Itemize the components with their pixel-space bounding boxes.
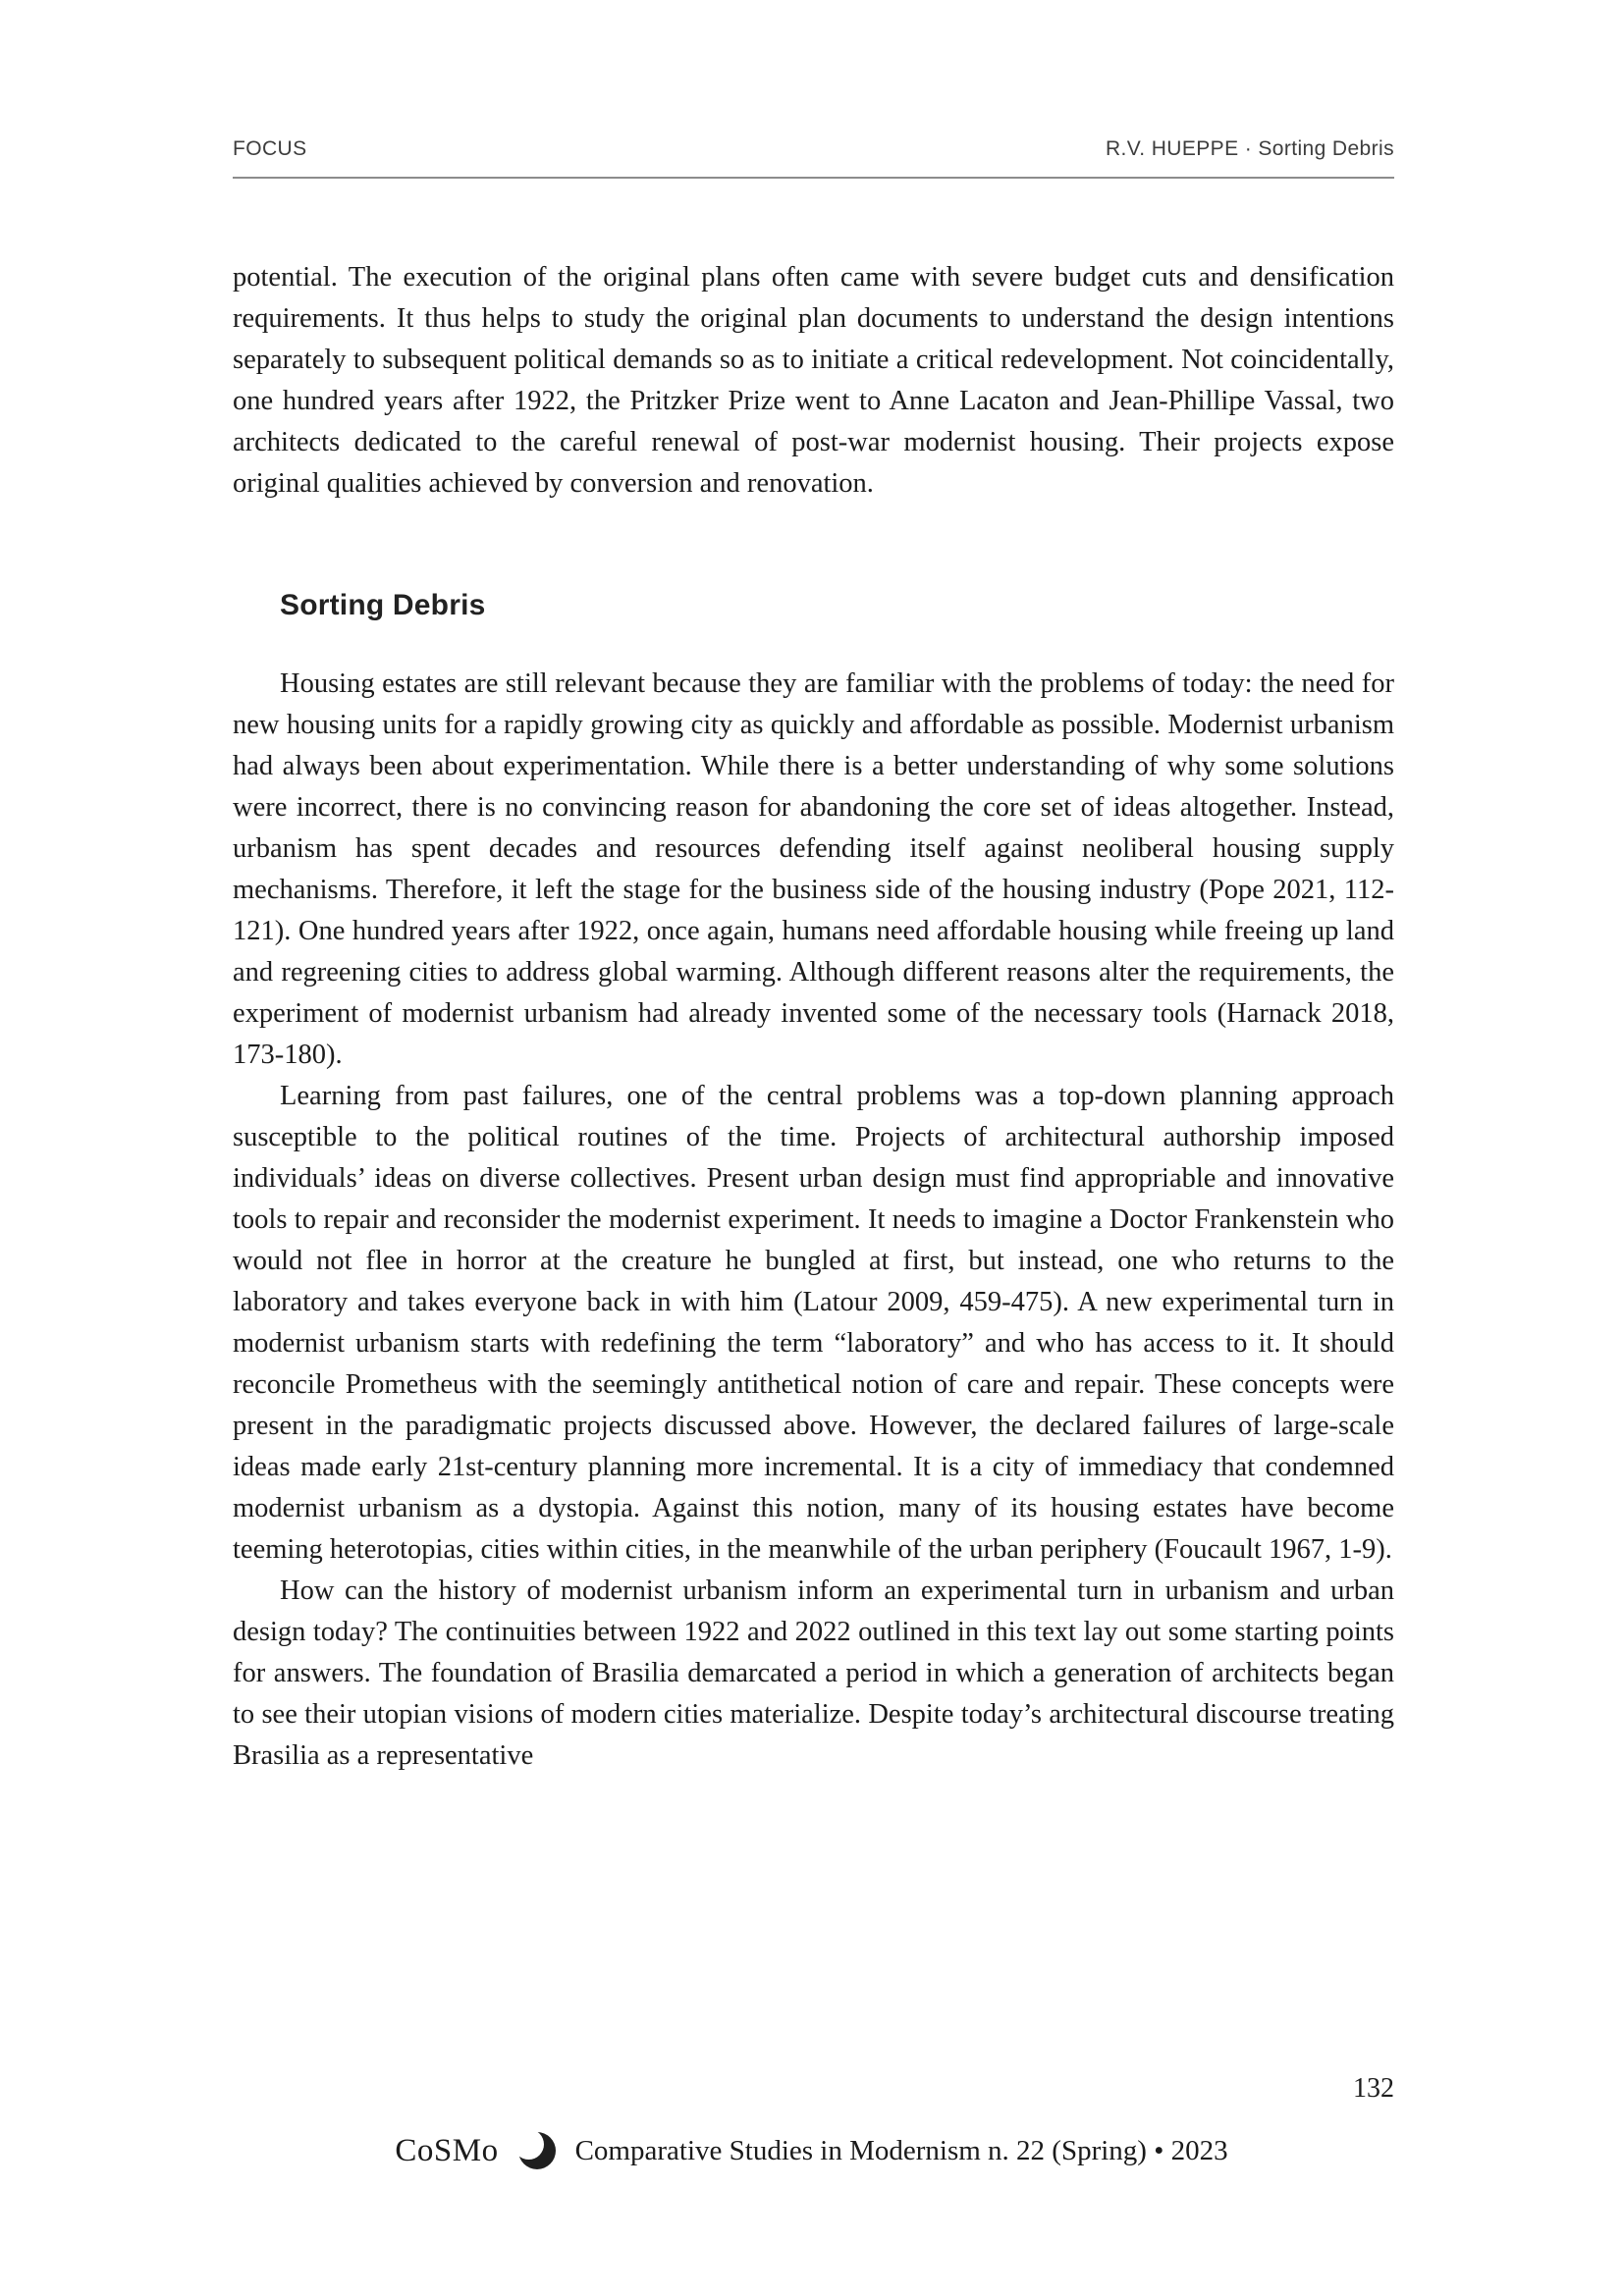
article-body [233, 257, 1394, 1777]
page-content [233, 137, 1394, 1777]
paragraph: How can the history of modernist urbanism inform an experimental turn in urbanism and urban design today? The continuities between 1922 and 2022 outlined in this text lay out some starting points for answers. The foundation of Brasilia demarcated a period in which a generation of architects began to see their utopian visions of modern cities materialize. Despite today’s architectural discourse treating Brasilia as a representative [233, 1575, 1394, 1771]
running-header [233, 137, 1394, 179]
paragraph: Learning from past failures, one of the central problems was a top-down planning approach susceptible to the political routines of the time. Projects of architectural authorship imposed individuals’ ideas on diverse collectives. Present urban design must find appropriable and innovative tools to repair and reconsider the modernist experiment. It needs to imagine a Doctor Frankenstein who would not flee in horror at the creature he bungled at first, but instead, one who returns to the laboratory and takes everyone back in with him (Latour 2009, 459-475). A new experimental turn in modernist urbanism starts with redefining the term “laboratory” and who has access to it. It should reconcile Prometheus with the seemingly antithetical notion of care and repair. These concepts were present in the paradigmatic projects discussed above. However, the declared failures of large-scale ideas made early 21st-century planning more incremental. It is a city of immediacy that condemned modernist urbanism as a dystopia. Against this notion, many of its housing estates have become teeming heterotopias, cities within cities, in the meanwhile of the urban periphery (Foucault 1967, 1-9). [233, 1081, 1394, 1565]
header-section-label: FOCUS [233, 137, 307, 160]
crescent-moon-icon [518, 2132, 556, 2169]
journal-issue-info: Comparative Studies in Modernism n. 22 (Spring) • 2023 [574, 2134, 1228, 2166]
page-number: 132 [1353, 2073, 1394, 2104]
paragraph-continuation: potential. The execution of the original plans often came with severe budget cuts and densification requirements. It thus helps to study the original plan documents to understand the design intentions separately to subsequent political demands so as to initiate a critical redevelopment. Not coincidentally, one hundred years after 1922, the Pritzker Prize went to Anne Lacaton and Jean-Phillipe Vassal, two architects dedicated to the careful renewal of post-war modernist housing. Their projects expose original qualities achieved by conversion and renovation. [233, 262, 1394, 499]
paragraph: Housing estates are still relevant because they are familiar with the problems of today: the need for new housing units for a rapidly growing city as quickly and affordable as possible. Modernist urbanism had always been about experimentation. While there is a better understanding of why some solutions were incorrect, there is no convincing reason for abandoning the core set of ideas altogether. Instead, urbanism has spent decades and resources defending itself against neoliberal housing supply mechanisms. Therefore, it left the stage for the business side of the housing industry (Pope 2021, 112-121). One hundred years after 1922, once again, humans need affordable housing while freeing up land and regreening cities to address global warming. Although different reasons alter the requirements, the experiment of modernist urbanism had already invented some of the necessary tools (Harnack 2018, 173-180). [233, 668, 1394, 1070]
journal-name: CoSMo [395, 2132, 499, 2168]
header-running-title: R.V. HUEPPE · Sorting Debris [1105, 137, 1394, 160]
journal-footer [0, 2132, 1623, 2169]
section-heading: Sorting Debris [280, 589, 486, 621]
